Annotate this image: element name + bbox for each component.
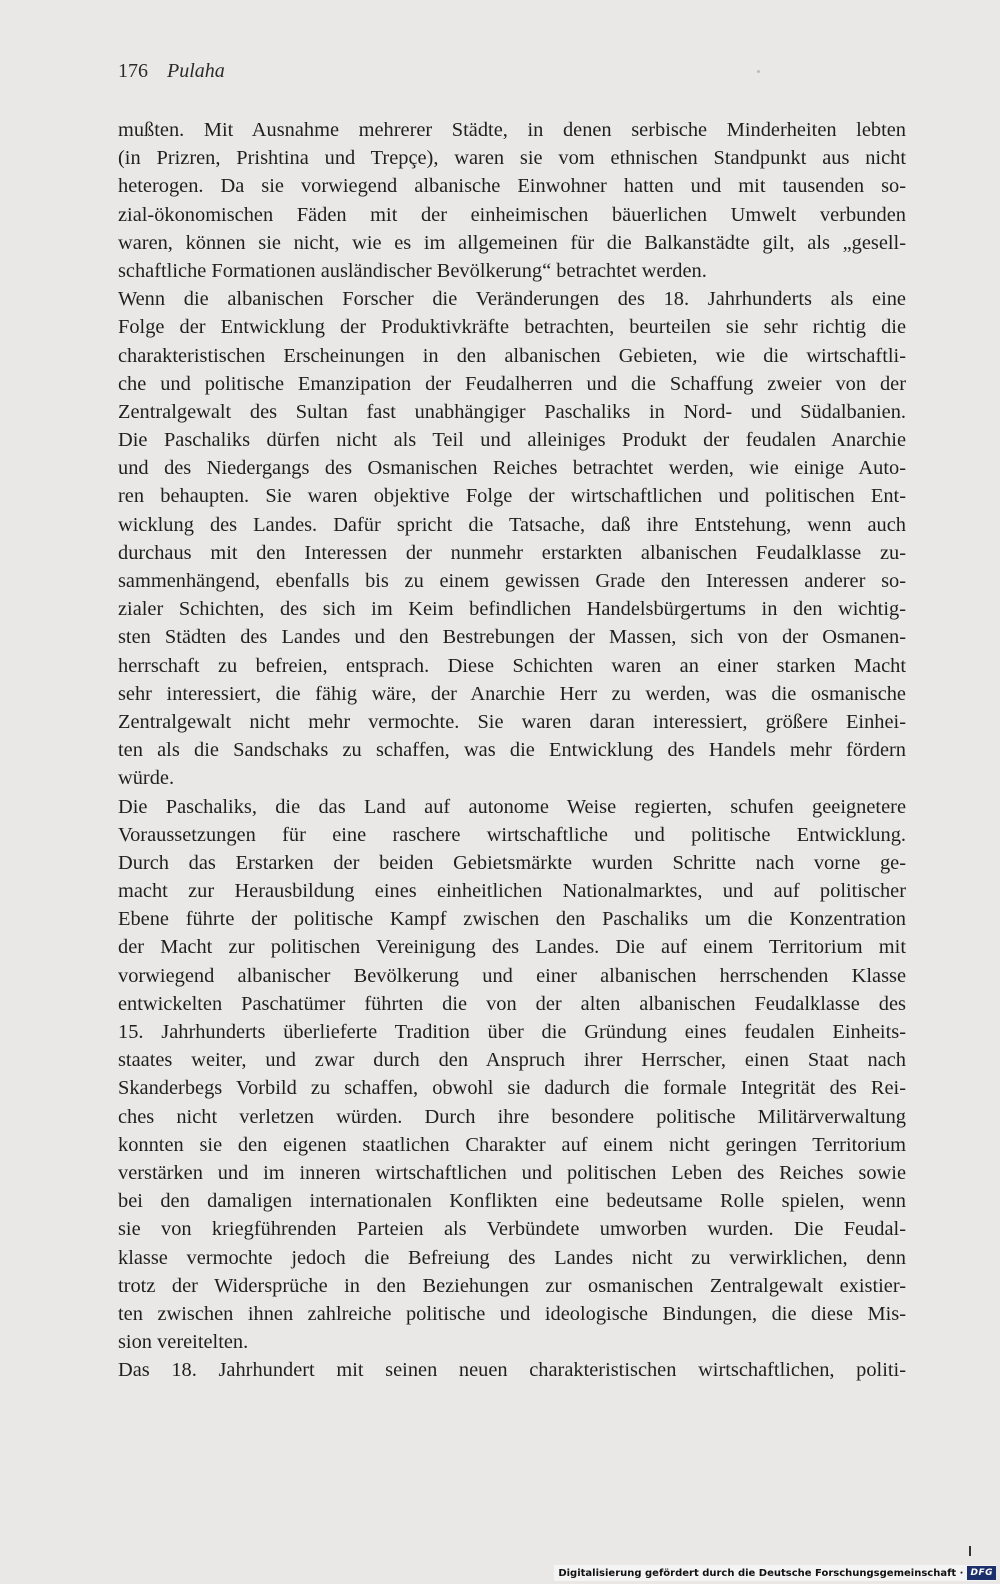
text-line: zialer Schichten, des sich im Keim befindlichen Handelsbürgertums in den wichtig- xyxy=(118,598,906,621)
page-number: 176 xyxy=(118,60,148,82)
text-line: che und politische Emanzipation der Feudalherren und die Schaffung zweier von der xyxy=(118,372,906,395)
text-line: wicklung des Landes. Dafür spricht die Tatsache, daß ihre Entstehung, wenn auch xyxy=(118,513,906,536)
text-line: entwickelten Paschatümer führten die von der alten albanischen Feudalklasse des xyxy=(118,992,906,1015)
text-line: Durch das Erstarken der beiden Gebietsmärkte wurden Schritte nach vorne ge- xyxy=(118,851,906,874)
text-line: Voraussetzungen für eine raschere wirtschaftliche und politische Entwicklung. xyxy=(118,823,906,846)
text-line: heterogen. Da sie vorwiegend albanische Einwohner hatten und mit tausenden so- xyxy=(118,175,906,198)
text-line: Die Paschaliks, die das Land auf autonome Weise regierten, schufen geeignetere xyxy=(118,795,906,818)
text-line: sion vereitelten. xyxy=(118,1331,249,1354)
text-line: ren behaupten. Sie waren objektive Folge der wirtschaftlichen und politischen Ent- xyxy=(118,485,906,508)
dfg-logo: DFG xyxy=(967,1566,996,1580)
text-line: trotz der Widersprüche in den Beziehungen zur osmanischen Zentralgewalt existier- xyxy=(118,1274,906,1297)
text-line: Skanderbegs Vorbild zu schaffen, obwohl sie dadurch die formale Integrität des Rei- xyxy=(118,1077,906,1100)
text-line: vorwiegend albanischer Bevölkerung und einer albanischen herrschenden Klasse xyxy=(118,964,906,987)
text-line: sie von kriegführenden Parteien als Verbündete umworben wurden. Die Feudal- xyxy=(118,1218,906,1241)
text-line: durchaus mit den Interessen der nunmehr erstarkten albanischen Feudalklasse zu- xyxy=(118,541,906,564)
text-line: ten als die Sandschaks zu schaffen, was die Entwicklung des Handels mehr fördern xyxy=(118,739,906,762)
text-line: 15. Jahrhunderts überlieferte Tradition über die Gründung eines feudalen Einheits- xyxy=(118,1021,906,1043)
text-line: und des Niedergangs des Osmanischen Reiches betrachtet werden, wie einige Auto- xyxy=(118,457,906,480)
text-line: der Macht zur politischen Vereinigung des Landes. Die auf einem Territorium mit xyxy=(118,936,906,959)
text-line: verstärken und im inneren wirtschaftlichen und politischen Leben des Reiches sowie xyxy=(118,1161,906,1184)
text-line: macht zur Herausbildung eines einheitlichen Nationalmarktes, und auf politischer xyxy=(118,880,906,903)
text-line: (in Prizren, Prishtina und Trepçe), waren sie vom ethnischen Standpunkt aus nicht xyxy=(118,147,906,170)
text-line: Folge der Entwicklung der Produktivkräfte betrachten, beurteilen sie sehr richtig die xyxy=(118,316,906,339)
running-head xyxy=(118,60,225,83)
body-text xyxy=(118,116,906,1384)
text-line: zial-ökonomischen Fäden mit der einheimischen bäuerlichen Umwelt verbunden xyxy=(118,203,906,226)
text-line: klasse vermochte jedoch die Befreiung des Landes nicht zu verwirklichen, denn xyxy=(118,1246,906,1269)
text-line: würde. xyxy=(118,767,175,790)
text-line: Zentralgewalt nicht mehr vermochte. Sie waren daran interessiert, größere Einhei- xyxy=(118,710,906,733)
text-line: ten zwischen ihnen zahlreiche politische und ideologische Bindungen, die diese Mis- xyxy=(118,1302,906,1325)
text-line: Die Paschaliks dürfen nicht als Teil und alleiniges Produkt der feudalen Anarchie xyxy=(118,429,906,452)
credit-text: Digitalisierung gefördert durch die Deutsche Forschungsgemeinschaft · xyxy=(558,1567,964,1579)
text-line: herrschaft zu befreien, entsprach. Diese Schichten waren an einer starken Macht xyxy=(118,654,906,677)
text-line: Wenn die albanischen Forscher die Veränderungen des 18. Jahrhunderts als eine xyxy=(118,288,906,311)
text-line: staates weiter, und zwar durch den Anspruch ihrer Herrscher, einen Staat nach xyxy=(118,1049,906,1072)
text-line: Ebene führte der politische Kampf zwischen den Paschaliks um die Konzentration xyxy=(118,908,906,931)
scan-edge-mark xyxy=(969,1546,971,1556)
text-line: sten Städten des Landes und den Bestrebungen der Massen, sich von der Osmanen- xyxy=(118,626,906,649)
text-line: charakteristischen Erscheinungen in den albanischen Gebieten, wie die wirtschaftli- xyxy=(118,344,906,367)
text-line: Zentralgewalt des Sultan fast unabhängiger Paschaliks in Nord- und Südalbanien. xyxy=(118,400,906,423)
text-line: ches nicht verletzen würden. Durch ihre besondere politische Militärverwaltung xyxy=(118,1105,906,1128)
text-line: bei den damaligen internationalen Konflikten eine bedeutsame Rolle spielen, wenn xyxy=(118,1190,906,1213)
text-line: waren, können sie nicht, wie es im allgemeinen für die Balkanstädte gilt, als „gesell- xyxy=(118,231,906,254)
text-line: mußten. Mit Ausnahme mehrerer Städte, in denen serbische Minderheiten lebten xyxy=(118,119,906,141)
text-line: Das 18. Jahrhundert mit seinen neuen charakteristischen wirtschaftlichen, politi- xyxy=(118,1359,906,1382)
scan-speck xyxy=(757,70,760,73)
text-line: schaftliche Formationen ausländischer Bevölkerung“ betrachtet werden. xyxy=(118,259,707,282)
text-line: konnten sie den eigenen staatlichen Charakter auf einem nicht geringen Territorium xyxy=(118,1133,906,1156)
digitization-credit xyxy=(554,1565,996,1581)
text-line: sammenhängend, ebenfalls bis zu einem gewissen Grade den Interessen anderer so- xyxy=(118,570,906,592)
running-head-author: Pulaha xyxy=(167,60,225,82)
text-line: sehr interessiert, die fähig wäre, der Anarchie Herr zu werden, was die osmanische xyxy=(118,682,906,705)
